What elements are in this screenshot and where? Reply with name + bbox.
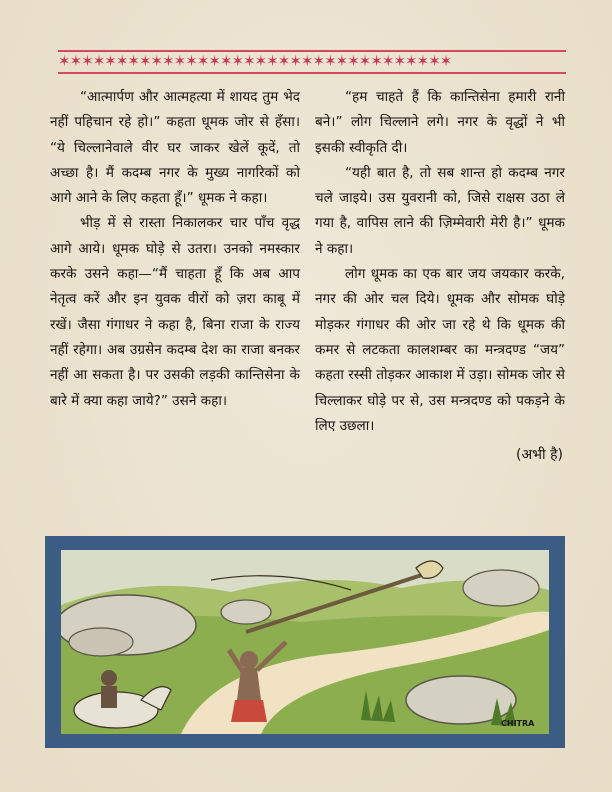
paragraph: “हम चाहते हैं कि कान्तिसेना हमारी रानी बने।” लोग चिल्लाने लगे। नगर के वृद्धों ने भी इसकी स्वीकृति दी। — [315, 89, 565, 156]
paragraph: लोग धूमक का एक बार जय जयकार करके, नगर की ओर चल दिये। धूमक और सोमक घोड़े मोड़कर गंगाधर की ओर जा रहे थे कि धूमक की कमर से लटकता कालशम्बर का मन्त्रदण्ड “जय” कहता रस्सी तोड़कर आकाश में उड़ा। सोमक जोर से चिल्लाकर घोड़े पर से, उस मन्त्रदण्ड को पकड़ने के लिए उछला। — [315, 266, 565, 434]
paragraph: “आत्मार्पण और आत्महत्या में शायद तुम भेद नहीं पहिचान रहे हो।” कहता धूमक जोर से हँसा। “ये चिल्लानेवाले वीर घर जाकर खेलें कूदें, तो अच्छा है। मैं कदम्ब नगर के मुख्य नागरिकों को आगे आने के लिए कहता हूँ।” धूमक ने कहा। — [50, 89, 300, 207]
paragraph: “यही बात है, तो सब शान्त हो कदम्ब नगर चले जाइये। उस युवरानी को, जिसे राक्षस उठा ले गया है, वापिस लाने की ज़िम्मेवारी मेरी है।” धूमक ने कहा। — [315, 164, 565, 257]
rock — [69, 628, 133, 656]
illustration-scene — [61, 550, 549, 734]
rock — [221, 600, 271, 624]
artist-signature: CHITRA — [501, 719, 535, 728]
right-column — [315, 85, 565, 468]
paragraph: भीड़ में से रास्ता निकालकर चार पाँच वृद्ध आगे आये। धूमक घोड़े से उतरा। उनको नमस्कार करके उसने कहा—“मैं चाहता हूँ कि अब आप नेतृत्व करें और इन युवक वीरों को ज़रा काबू में रखें। जैसा गंगाधर ने कहा है, बिना राजा के राज्य नहीं रहेगा। अब उग्रसेन कदम्ब देश का राजा बनकर नहीं आ सकता है। पर उसकी लड़की कान्तिसेना के बारे में क्या कहा जाये?” उसने कहा। — [50, 215, 300, 409]
continued-note: (अभी है) — [516, 447, 563, 464]
rock — [463, 570, 539, 606]
decorative-border: ✶✶✶✶✶✶✶✶✶✶✶✶✶✶✶✶✶✶✶✶✶✶✶✶✶✶✶✶✶✶✶✶✶✶ — [58, 50, 566, 74]
left-column — [50, 85, 300, 414]
story-illustration — [45, 536, 565, 748]
